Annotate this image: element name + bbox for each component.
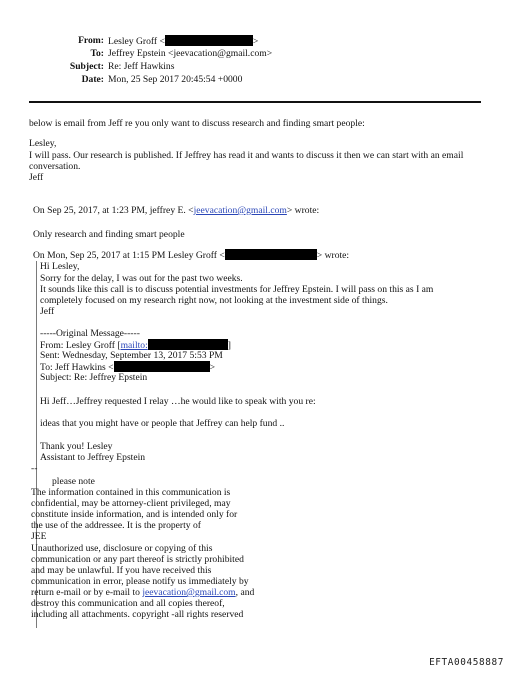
original-signature-title: Assistant to Jeffrey Epstein — [40, 452, 146, 463]
body-greeting: Lesley, — [29, 138, 57, 149]
date-value: Mon, 25 Sep 2017 20:45:54 +0000 — [108, 74, 243, 85]
disclaimer-line: Unauthorized use, disclosure or copying of this — [31, 543, 213, 554]
quote2-line: Sorry for the delay, I was out for the past two weeks. — [40, 273, 243, 284]
original-message-line: ideas that you might have or people that Jeffrey can help fund .. — [40, 418, 285, 429]
quote1-text: Only research and finding smart people — [33, 229, 185, 240]
email-link[interactable]: jeevacation@gmail.com — [193, 205, 287, 216]
disclaimer-line: the use of the addressee. It is the property of — [31, 520, 201, 531]
subject-label: Subject: — [69, 61, 104, 72]
disclaimer-line: constitute inside information, and is intended only for — [31, 509, 238, 520]
original-to: To: Jeff Hawkins < > — [40, 362, 215, 373]
original-message-line: Hi Jeff…Jeffrey requested I relay …he would like to speak with you re: — [40, 396, 316, 407]
disclaimer-line: communication in error, please notify us immediately by — [31, 576, 249, 587]
email-link[interactable]: jeevacation@gmail.com — [142, 587, 236, 598]
disclaimer-line: JEE — [31, 531, 47, 542]
quote2-signature: Jeff — [40, 306, 55, 317]
disclaimer-line: including all attachments. copyright -all rights reserved — [31, 609, 244, 620]
original-message-title: -----Original Message----- — [40, 328, 140, 339]
original-subject: Subject: Re: Jeffrey Epstein — [40, 372, 148, 383]
mailto-link[interactable]: mailto: — [120, 340, 148, 351]
redaction-bar — [114, 361, 210, 372]
date-label: Date: — [81, 74, 104, 85]
document-id: EFTA00458887 — [429, 657, 504, 668]
signature-dashes: -- — [31, 463, 38, 474]
from-value: Lesley Groff < > — [108, 36, 259, 47]
body-line: conversation. — [29, 161, 81, 172]
quote1-attribution: On Sep 25, 2017, at 1:23 PM, jeffrey E. <jeevacation@gmail.com> wrote: — [33, 205, 320, 216]
original-sent: Sent: Wednesday, September 13, 2017 5:53 PM — [40, 350, 223, 361]
disclaimer-line: destroy this communication and all copies thereof, — [31, 598, 225, 609]
to-label: To: — [90, 48, 104, 59]
quote2-line: completely focused on my research right now, not looking at the investment side of things. — [40, 295, 388, 306]
intro-line: below is email from Jeff re you only want to discuss research and finding smart people: — [29, 118, 365, 129]
body-signature: Jeff — [29, 172, 44, 183]
subject-value: Re: Jeff Hawkins — [108, 61, 175, 72]
redaction-bar — [148, 339, 228, 350]
from-label: From: — [78, 35, 104, 46]
redaction-bar — [165, 35, 253, 46]
disclaimer-line: The information contained in this communication is — [31, 487, 231, 498]
disclaimer-line: return e-mail or by e-mail to jeevacation@gmail.com, and — [31, 587, 255, 598]
disclaimer-note: please note — [52, 476, 95, 487]
quote2-attribution: On Mon, Sep 25, 2017 at 1:15 PM Lesley Groff < > wrote: — [33, 250, 350, 261]
to-value: Jeffrey Epstein <jeevacation@gmail.com> — [108, 48, 273, 59]
header-divider — [29, 101, 481, 103]
body-line: I will pass. Our research is published. If Jeffrey has read it and wants to discuss it then we can start with an email — [29, 150, 464, 161]
original-from: From: Lesley Groff [mailto: ] — [40, 340, 231, 351]
disclaimer-line: and may be unlawful. If you have received this — [31, 565, 212, 576]
quote2-greeting: Hi Lesley, — [40, 261, 80, 272]
original-thanks: Thank you! Lesley — [40, 441, 113, 452]
redaction-bar — [225, 249, 317, 260]
quote2-line: It sounds like this call is to discuss potential investments for Jeffrey Epstein. I will pass on this as I am — [40, 284, 434, 295]
disclaimer-line: confidential, may be attorney-client privileged, may — [31, 498, 231, 509]
disclaimer-line: communication or any part thereof is strictly prohibited — [31, 554, 244, 565]
